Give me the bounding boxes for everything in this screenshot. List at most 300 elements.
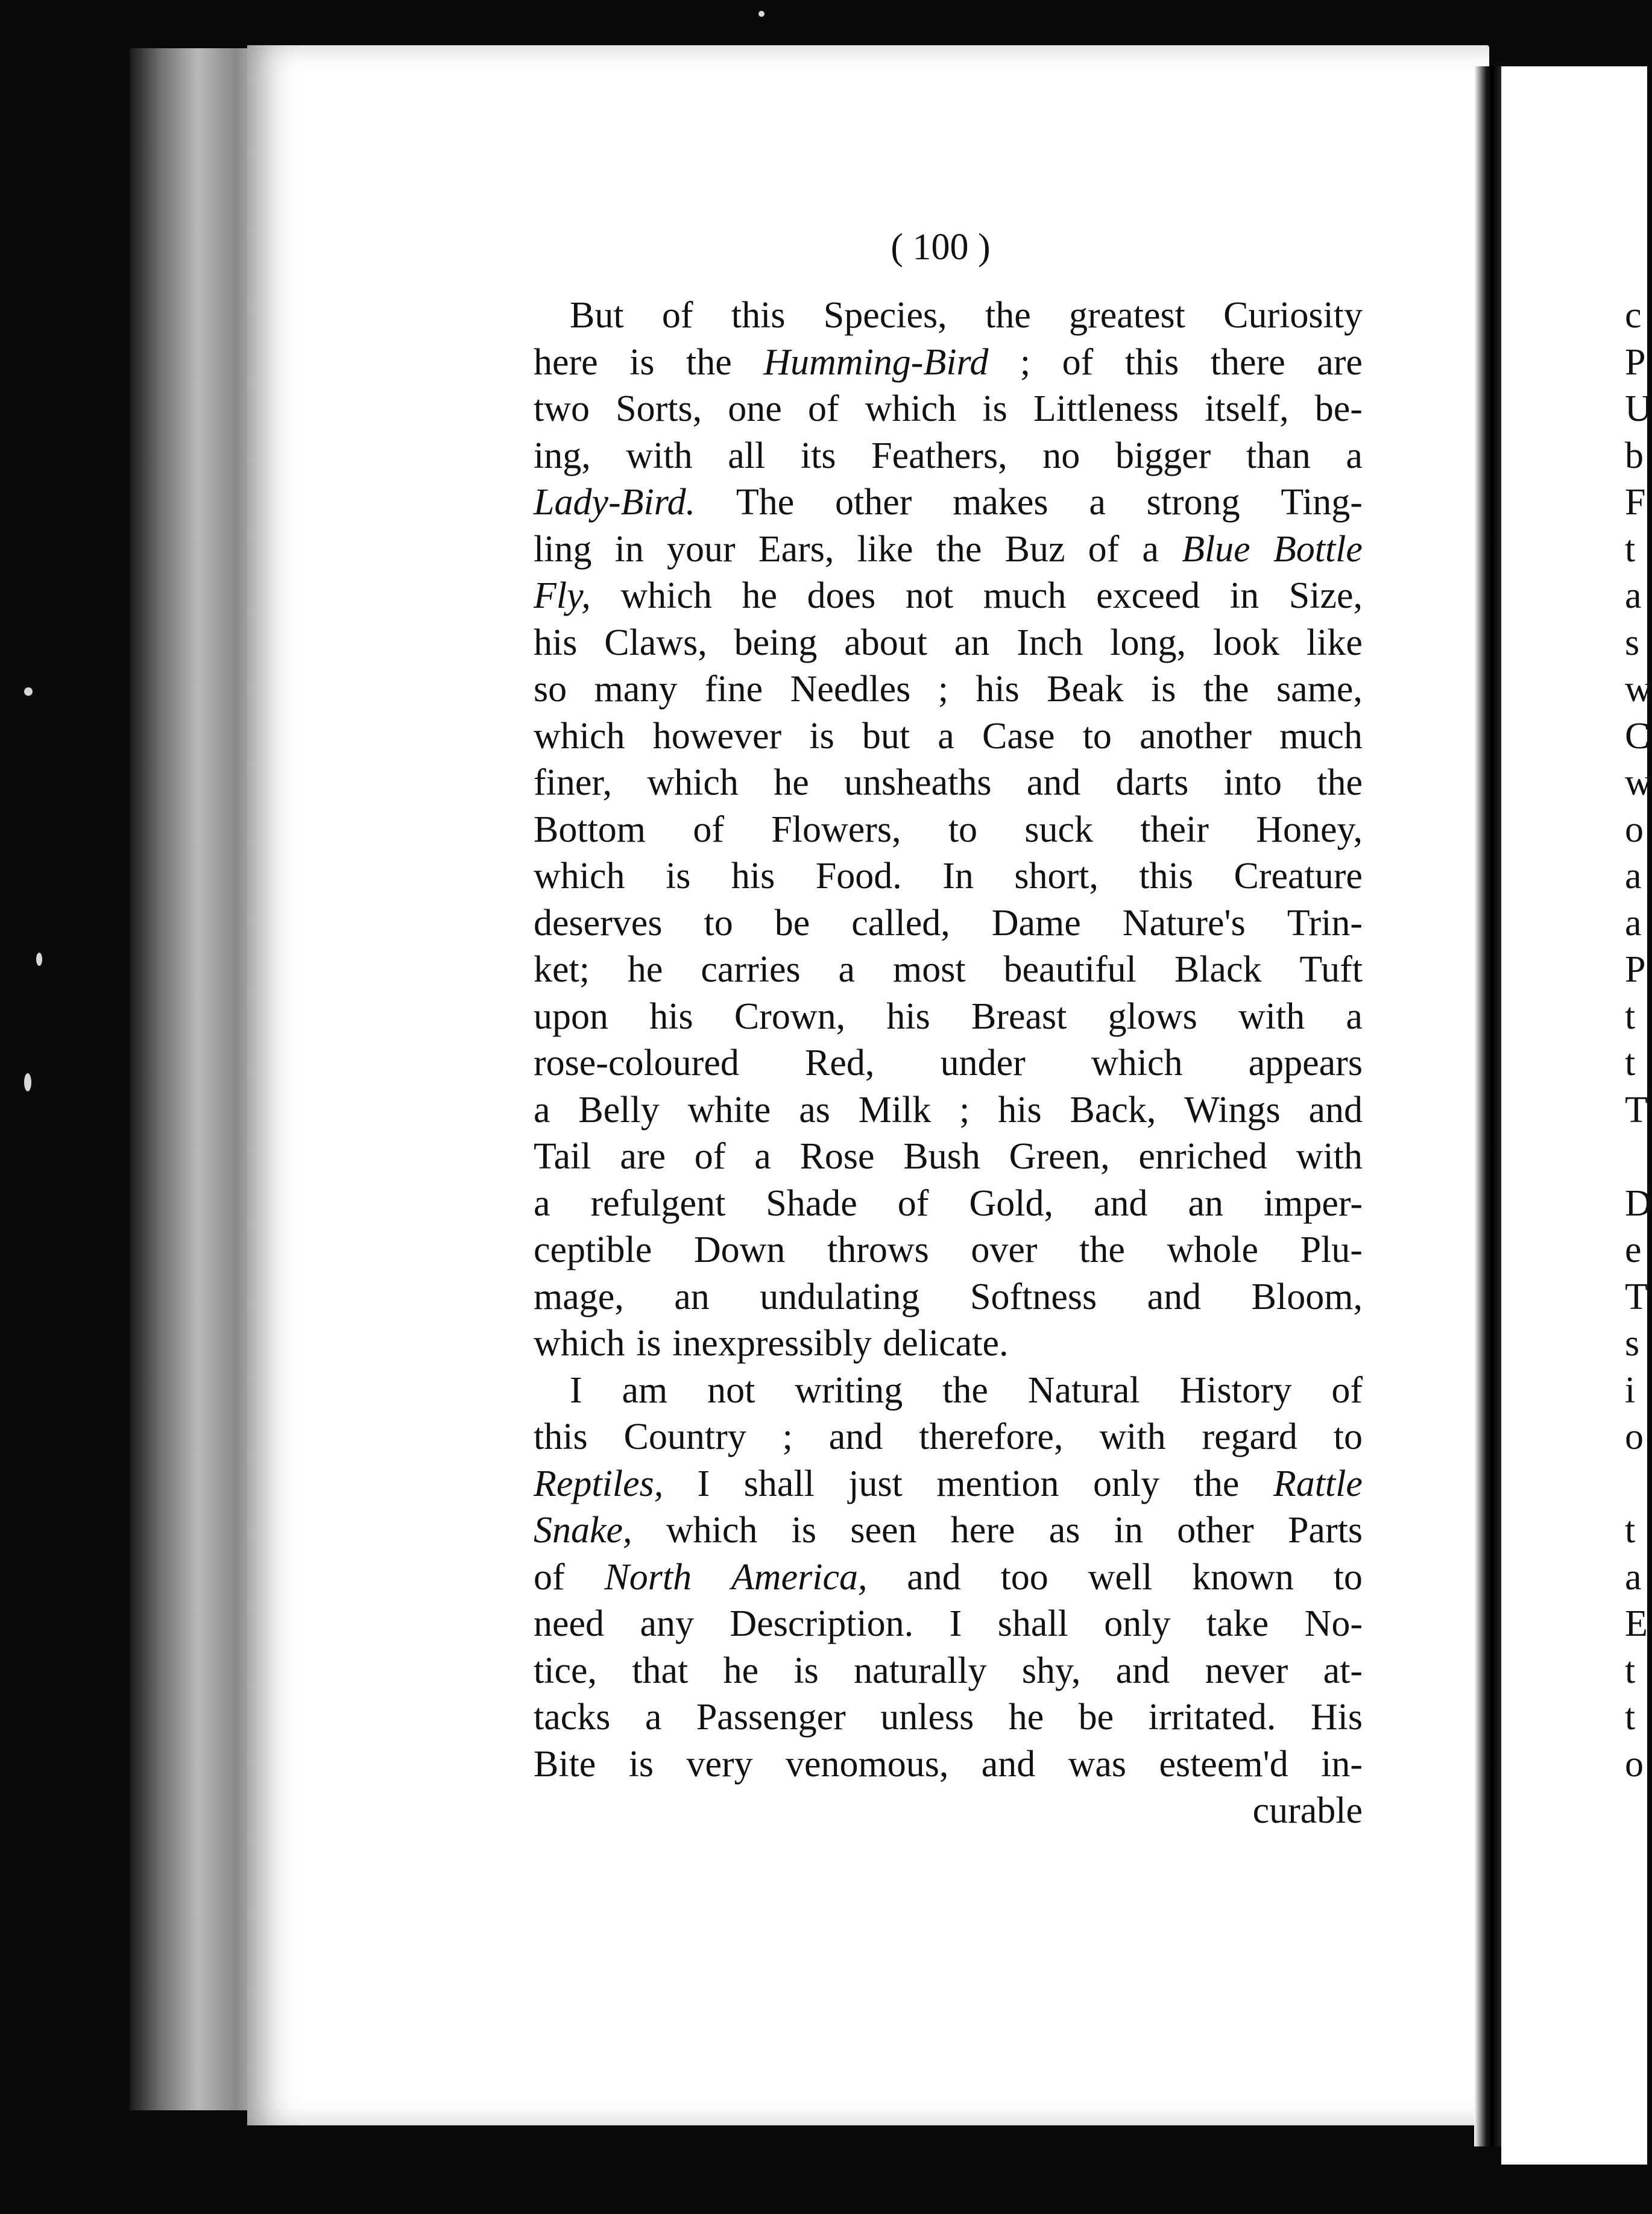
word: the: [942, 1369, 988, 1411]
word: ing,: [534, 435, 591, 476]
word: are: [1317, 341, 1363, 383]
word: other: [1177, 1510, 1254, 1551]
right-page-letter: s: [1625, 1323, 1640, 1364]
text-line: [534, 853, 1363, 900]
word: so: [534, 669, 567, 710]
word: an: [954, 622, 990, 663]
word: his: [649, 995, 693, 1037]
word: venomous,: [785, 1743, 949, 1785]
word: white: [687, 1089, 771, 1131]
word: much: [1279, 715, 1363, 757]
right-page-letter: a: [1625, 856, 1642, 897]
text-line: [534, 1601, 1363, 1648]
word: irritated.: [1148, 1697, 1276, 1738]
word: shall: [743, 1463, 815, 1504]
word: Bloom,: [1251, 1276, 1363, 1317]
text-line: [534, 479, 1363, 526]
right-page-letter: P: [1625, 949, 1646, 990]
word: with: [626, 435, 693, 476]
word: Country: [623, 1416, 746, 1457]
word: to: [1333, 1416, 1363, 1457]
word: Case: [982, 715, 1055, 757]
right-page-letter: t: [1625, 995, 1636, 1037]
word: enriched: [1138, 1136, 1267, 1177]
word: of: [661, 295, 693, 336]
right-page-letter: a: [1625, 902, 1642, 944]
text-line: [534, 1414, 1363, 1461]
word: am: [622, 1369, 668, 1411]
word: I: [570, 1369, 582, 1411]
word: America,: [731, 1556, 868, 1598]
word: much: [983, 575, 1067, 616]
word: Parts: [1287, 1510, 1363, 1551]
word: be-: [1314, 388, 1363, 429]
word: appears: [1248, 1042, 1363, 1083]
word: this: [731, 295, 786, 336]
text-line: [534, 807, 1363, 854]
word: of: [694, 1136, 726, 1177]
word: Lady-Bird.: [534, 482, 696, 523]
word: known: [1192, 1556, 1294, 1598]
word: and: [828, 1416, 883, 1457]
right-page-letter: [1625, 1134, 1647, 1181]
word: rose-coloured: [534, 1042, 739, 1083]
right-page-letter: s: [1625, 622, 1640, 663]
right-page-letter: E: [1625, 1603, 1648, 1644]
word: called,: [851, 902, 950, 944]
word: which: [534, 856, 625, 897]
word: Bush: [903, 1136, 980, 1177]
word: be: [774, 902, 810, 944]
word: Claws,: [604, 622, 707, 663]
word: and: [1115, 1650, 1170, 1691]
right-page-letter: [1625, 1461, 1647, 1508]
word: a: [645, 1697, 662, 1738]
word: beautiful: [1003, 949, 1137, 990]
word: one: [728, 388, 782, 429]
text-line: [534, 900, 1363, 947]
word: he: [1008, 1697, 1044, 1738]
word: History: [1179, 1369, 1292, 1411]
text-line: [534, 1648, 1363, 1695]
word: not: [707, 1369, 755, 1411]
word: just: [848, 1463, 903, 1504]
word: of: [897, 1182, 929, 1224]
word: being: [734, 622, 818, 663]
word: Wings: [1184, 1089, 1281, 1131]
word: short,: [1014, 856, 1099, 897]
word: imper-: [1263, 1182, 1363, 1224]
word: Feathers,: [871, 435, 1007, 476]
text-line: [534, 1087, 1363, 1134]
word: ling: [534, 528, 592, 570]
word: of: [693, 809, 724, 850]
word: Ears,: [758, 528, 834, 570]
word: which: [1091, 1042, 1183, 1083]
word: here: [534, 341, 598, 383]
word: this: [1139, 856, 1193, 897]
word: a: [534, 1089, 550, 1131]
word: and: [1308, 1089, 1363, 1131]
word: writing: [795, 1369, 903, 1411]
word: the: [686, 341, 732, 383]
word: ket;: [534, 949, 590, 990]
word: Black: [1174, 949, 1262, 990]
word: same,: [1276, 669, 1363, 710]
right-page-letter: t: [1625, 1650, 1636, 1691]
word: is: [791, 1510, 817, 1551]
word: Rose: [799, 1136, 875, 1177]
text-line: [534, 1788, 1363, 1835]
word: at-: [1323, 1650, 1363, 1691]
word: Bottom: [534, 809, 646, 850]
right-page-letter: c: [1625, 295, 1642, 336]
word: curable: [1252, 1790, 1363, 1831]
word: over: [971, 1229, 1038, 1270]
word: refulgent: [590, 1182, 726, 1224]
word: I: [697, 1463, 710, 1504]
dust-speck: [36, 953, 42, 966]
page-number: ( 100 ): [891, 227, 991, 268]
right-page-letter: i: [1625, 1369, 1636, 1411]
word: be: [1078, 1697, 1114, 1738]
word: delicate.: [883, 1323, 1009, 1364]
word: Red,: [805, 1042, 875, 1083]
word: ;: [959, 1089, 970, 1131]
word: which: [534, 715, 625, 757]
word: mage,: [534, 1276, 624, 1317]
word: exceed: [1096, 575, 1200, 616]
word: his: [998, 1089, 1042, 1131]
right-page-letter: t: [1625, 1042, 1636, 1083]
word: Trin-: [1287, 902, 1363, 944]
word: a: [938, 715, 954, 757]
word: the: [1203, 669, 1249, 710]
word: his: [886, 995, 930, 1037]
word: not: [905, 575, 954, 616]
word: is: [809, 715, 834, 757]
word: very: [686, 1743, 753, 1785]
word: and: [907, 1556, 961, 1598]
word: Buz: [1004, 528, 1065, 570]
word: of: [1088, 528, 1120, 570]
right-page-letter: o: [1625, 1743, 1644, 1785]
word: throws: [827, 1229, 929, 1270]
word: the: [985, 295, 1031, 336]
word: The: [736, 482, 795, 523]
word: there: [1210, 341, 1285, 383]
word: Needles: [790, 669, 911, 710]
word: Nature's: [1122, 902, 1246, 944]
word: an: [1188, 1182, 1223, 1224]
text-line: [534, 1461, 1363, 1508]
right-page-letter: P: [1625, 341, 1646, 383]
right-page-letter: T: [1625, 1276, 1648, 1317]
word: Down: [693, 1229, 786, 1270]
word: with: [1099, 1416, 1166, 1457]
word: Bottle: [1273, 528, 1363, 570]
word: Tail: [534, 1136, 591, 1177]
word: Honey,: [1256, 809, 1363, 850]
word: Back,: [1070, 1089, 1156, 1131]
word: his: [534, 622, 578, 663]
text-line: [534, 760, 1363, 807]
word: this: [534, 1416, 588, 1457]
word: Tuft: [1299, 949, 1363, 990]
word: of: [1331, 1369, 1363, 1411]
word: upon: [534, 995, 608, 1037]
word: was: [1068, 1743, 1127, 1785]
word: of: [534, 1556, 565, 1598]
word: unsheaths: [844, 762, 992, 803]
word: under: [940, 1042, 1026, 1083]
word: any: [640, 1603, 694, 1644]
word: the: [1317, 762, 1363, 803]
word: his: [731, 856, 775, 897]
word: never: [1205, 1650, 1288, 1691]
text-line: [534, 1367, 1363, 1414]
word: no: [1042, 435, 1080, 476]
text-line: [534, 994, 1363, 1041]
word: is: [982, 388, 1007, 429]
word: Size,: [1288, 575, 1363, 616]
right-page-letter: b: [1625, 435, 1644, 476]
word: Bite: [534, 1743, 596, 1785]
book-gutter: [1474, 66, 1504, 2146]
word: that: [632, 1650, 689, 1691]
word: Belly: [578, 1089, 660, 1131]
word: suck: [1024, 809, 1093, 850]
word: a: [1142, 528, 1159, 570]
word: ;: [782, 1416, 793, 1457]
word: bigger: [1115, 435, 1211, 476]
word: and: [981, 1743, 1036, 1785]
right-page-letter: w: [1625, 762, 1652, 803]
word: as: [1048, 1510, 1080, 1551]
word: another: [1140, 715, 1252, 757]
word: Shade: [766, 1182, 857, 1224]
right-page-letter: F: [1625, 482, 1646, 523]
word: His: [1310, 1697, 1363, 1738]
word: as: [799, 1089, 830, 1131]
word: Reptiles,: [534, 1463, 664, 1504]
word: Sorts,: [616, 388, 702, 429]
word: mention: [936, 1463, 1059, 1504]
word: about: [844, 622, 927, 663]
word: are: [620, 1136, 666, 1177]
word: Inch: [1017, 622, 1083, 663]
right-page-letter: w: [1625, 669, 1652, 710]
word: Natural: [1027, 1369, 1140, 1411]
word: esteem'd: [1159, 1743, 1288, 1785]
word: the: [1079, 1229, 1125, 1270]
word: which: [647, 762, 739, 803]
word: your: [666, 528, 736, 570]
word: greatest: [1069, 295, 1185, 336]
word: Ting-: [1281, 482, 1363, 523]
text-line: [534, 713, 1363, 760]
word: which: [534, 1323, 625, 1364]
word: Description.: [730, 1603, 914, 1644]
word: its: [800, 435, 836, 476]
right-page-letter: C: [1625, 715, 1650, 757]
word: Green,: [1009, 1136, 1110, 1177]
word: well: [1088, 1556, 1153, 1598]
right-page-letter: t: [1625, 528, 1636, 570]
word: glows: [1108, 995, 1197, 1037]
text-line: [534, 292, 1363, 339]
word: to: [948, 809, 978, 850]
word: But: [570, 295, 624, 336]
word: strong: [1146, 482, 1240, 523]
word: he: [774, 762, 809, 803]
text-line: [534, 1741, 1363, 1788]
word: Gold,: [969, 1182, 1053, 1224]
word: need: [534, 1603, 605, 1644]
right-page-letter: o: [1625, 809, 1644, 850]
text-line: [534, 666, 1363, 713]
right-page-letter: D: [1625, 1182, 1652, 1224]
right-page-letter: a: [1625, 1556, 1642, 1598]
dust-speck: [758, 11, 765, 17]
word: shall: [997, 1603, 1068, 1644]
word: darts: [1115, 762, 1189, 803]
word: he: [627, 949, 663, 990]
text-line: [534, 620, 1363, 667]
text-line: [534, 1694, 1363, 1741]
word: Species,: [823, 295, 947, 336]
word: and: [1093, 1182, 1148, 1224]
text-line: [534, 526, 1363, 573]
word: and: [1147, 1276, 1202, 1317]
word: a: [1346, 995, 1363, 1037]
word: I: [949, 1603, 962, 1644]
word: and: [1026, 762, 1081, 803]
word: to: [704, 902, 733, 944]
word: tacks: [534, 1697, 611, 1738]
word: Softness: [970, 1276, 1097, 1317]
word: in: [614, 528, 644, 570]
word: his: [976, 669, 1020, 710]
word: like: [1306, 622, 1363, 663]
word: take: [1206, 1603, 1269, 1644]
word: Littleness: [1033, 388, 1179, 429]
word: seen: [850, 1510, 917, 1551]
word: Beak: [1047, 669, 1124, 710]
word: ;: [1020, 341, 1031, 383]
text-line: [534, 1227, 1363, 1274]
word: naturally: [854, 1650, 987, 1691]
dust-speck: [24, 1073, 31, 1091]
word: only: [1092, 1463, 1160, 1504]
word: many: [594, 669, 678, 710]
word: Crown,: [734, 995, 846, 1037]
word: regard: [1202, 1416, 1297, 1457]
text-line: [534, 1554, 1363, 1601]
word: in: [1229, 575, 1259, 616]
word: carries: [701, 949, 801, 990]
word: Passenger: [696, 1697, 846, 1738]
word: is: [666, 856, 691, 897]
word: however: [652, 715, 782, 757]
word: is: [628, 1743, 654, 1785]
word: Dame: [991, 902, 1081, 944]
word: is: [1151, 669, 1176, 710]
word: than: [1246, 435, 1311, 476]
word: Rattle: [1273, 1463, 1363, 1504]
text-line: [534, 1507, 1363, 1554]
word: which: [620, 575, 712, 616]
word: with: [1238, 995, 1305, 1037]
word: undulating: [760, 1276, 920, 1317]
word: therefore,: [919, 1416, 1064, 1457]
word: shy,: [1021, 1650, 1081, 1691]
word: Humming-Bird: [763, 341, 989, 383]
text-line: [534, 386, 1363, 433]
right-page-letter: e: [1625, 1229, 1642, 1270]
word: tice,: [534, 1650, 597, 1691]
word: of: [807, 388, 839, 429]
right-page-letter: U: [1625, 388, 1652, 429]
text-line: [534, 433, 1363, 480]
right-page-letter: t: [1625, 1697, 1636, 1738]
word: Plu-: [1300, 1229, 1363, 1270]
word: Food.: [815, 856, 902, 897]
text-line: [534, 1181, 1363, 1228]
word: most: [893, 949, 966, 990]
word: a: [754, 1136, 771, 1177]
word: inexpressibly: [672, 1323, 872, 1364]
word: deserves: [534, 902, 663, 944]
word: an: [674, 1276, 710, 1317]
word: finer,: [534, 762, 613, 803]
word: here: [950, 1510, 1015, 1551]
word: which: [865, 388, 957, 429]
word: to: [1333, 1556, 1363, 1598]
word: No-: [1304, 1603, 1363, 1644]
text-line: [534, 1040, 1363, 1087]
word: long,: [1110, 622, 1186, 663]
word: of: [1062, 341, 1094, 383]
text-line: [534, 573, 1363, 620]
word: only: [1104, 1603, 1171, 1644]
word: the: [936, 528, 982, 570]
word: whole: [1167, 1229, 1258, 1270]
word: Blue: [1182, 528, 1250, 570]
word: in-: [1321, 1743, 1363, 1785]
right-page-letter: T: [1625, 1089, 1648, 1131]
word: Creature: [1234, 856, 1363, 897]
word: unless: [880, 1697, 974, 1738]
word: too: [1000, 1556, 1048, 1598]
word: but: [862, 715, 910, 757]
word: two: [534, 388, 590, 429]
word: a: [838, 949, 856, 990]
word: is: [636, 1323, 661, 1364]
word: a: [1089, 482, 1106, 523]
word: Curiosity: [1223, 295, 1363, 336]
word: he: [742, 575, 778, 616]
word: fine: [704, 669, 763, 710]
word: makes: [953, 482, 1048, 523]
text-line: [534, 947, 1363, 994]
word: Flowers,: [771, 809, 901, 850]
word: North: [604, 1556, 692, 1598]
word: this: [1124, 341, 1179, 383]
word: a: [1346, 435, 1363, 476]
word: does: [807, 575, 876, 616]
right-page-letter: t: [1625, 1510, 1636, 1551]
